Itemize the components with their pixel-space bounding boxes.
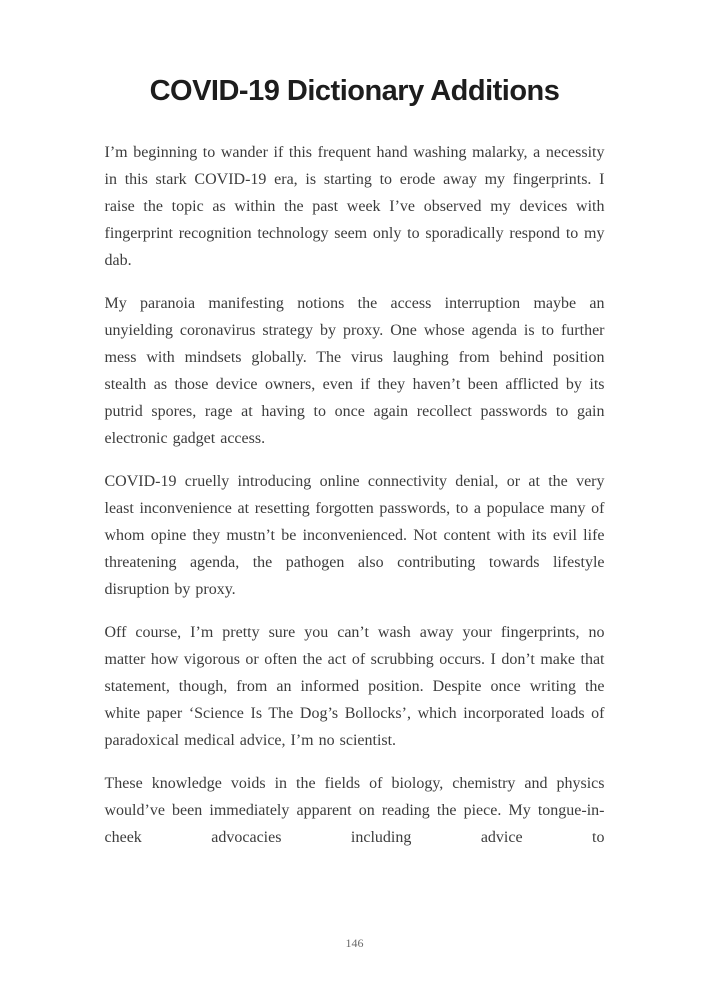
paragraph: COVID-19 cruelly introducing online connectivity denial, or at the very least inconvenience at resetting forgotten passwords, to a populace many of whom opine they mustn’t be inconvenienced. Not content with its evil life threatening agenda, the pathogen also contributing towards lifestyle disruption by proxy. xyxy=(104,473,605,598)
paragraph: These knowledge voids in the fields of biology, chemistry and physics would’ve been immediately apparent on reading the piece. My tongue-in-cheek advocacies including advice to xyxy=(104,775,605,846)
paragraph: My paranoia manifesting notions the access interruption maybe an unyielding coronavirus strategy by proxy. One whose agenda is to further mess with mindsets globally. The virus laughing from behind position stealth as those device owners, even if they haven’t been afflicted by its putrid spores, rage at having to once again recollect passwords to gain electronic gadget access. xyxy=(104,295,605,447)
paragraph: Off course, I’m pretty sure you can’t wash away your fingerprints, no matter how vigorous or often the act of scrubbing occurs. I don’t make that statement, though, from an informed position. Despite once writing the white paper ‘Science Is The Dog’s Bollocks’, which incorporated loads of paradoxical medical advice, I’m no scientist. xyxy=(104,624,605,749)
page-body xyxy=(105,139,605,851)
paragraph: I’m beginning to wander if this frequent hand washing malarky, a necessity in this stark COVID-19 era, is starting to erode away my fingerprints. I raise the topic as within the past week I’ve observed my devices with fingerprint recognition technology seem only to sporadically respond to my dab. xyxy=(104,144,605,269)
page-title: COVID-19 Dictionary Additions xyxy=(149,75,560,107)
page-number: 146 xyxy=(345,936,364,950)
